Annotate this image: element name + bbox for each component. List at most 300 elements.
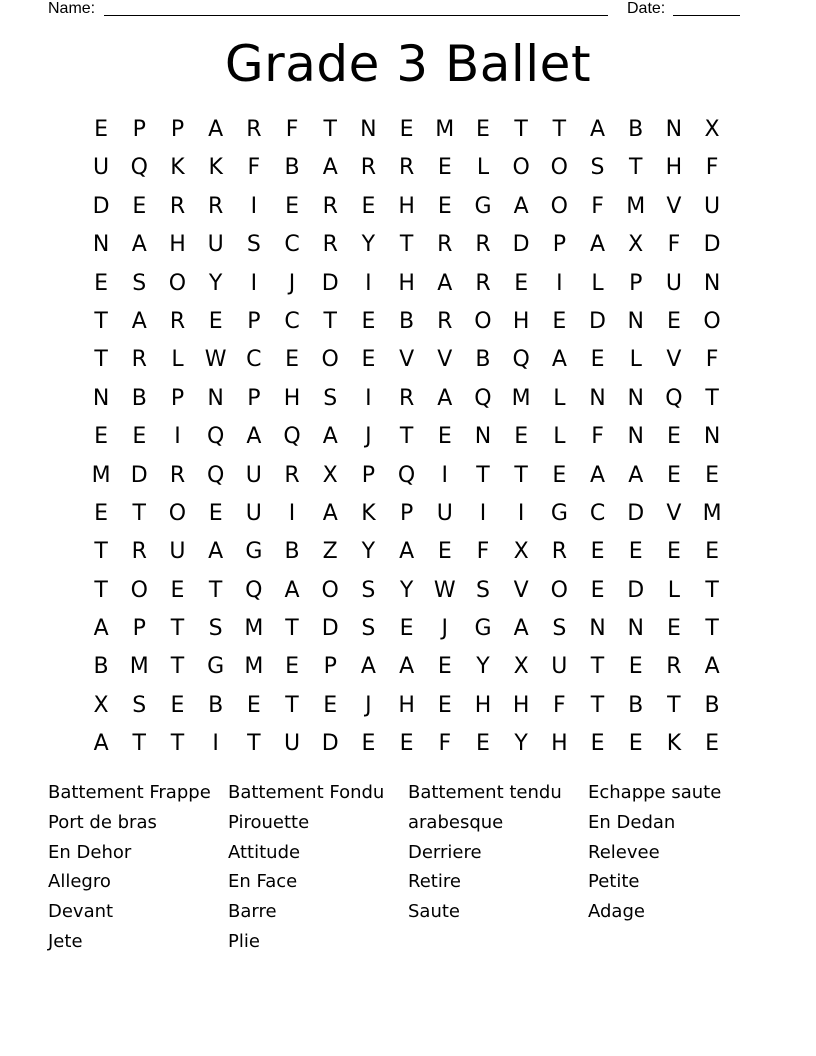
grid-letter: A [208,539,224,565]
grid-letter: M [244,654,264,680]
grid-letter: J [365,424,372,450]
grid-letter: T [590,692,605,718]
grid-letter: I [479,500,487,526]
grid-letter: G [245,539,263,565]
grid-letter: O [168,500,187,526]
grid-row [82,495,732,533]
grid-letter: S [208,616,223,642]
grid-letter: P [170,117,185,142]
word-list-item: Barre [228,901,277,923]
grid-letter: C [246,347,262,373]
grid-row [82,265,732,303]
grid-letter: V [399,347,415,373]
grid-letter: S [361,616,376,642]
grid-letter: E [170,692,185,718]
word-list-item: Adage [588,901,645,923]
grid-letter: T [628,155,643,181]
grid-letter: P [170,385,185,411]
grid-letter: R [360,155,377,181]
grid-letter: R [475,232,491,258]
grid-letter: X [322,462,338,488]
grid-letter: Q [474,385,492,411]
grid-letter: R [246,117,262,142]
grid-letter: Q [397,462,416,488]
grid-letter: Y [361,232,376,258]
date-label: Date: [627,0,666,17]
grid-letter: T [132,500,146,526]
grid-letter: X [93,692,109,718]
grid-letter: V [666,500,682,526]
grid-letter: U [665,270,682,296]
grid-letter: R [475,270,491,296]
grid-letter: Q [206,462,225,488]
grid-letter: Y [399,577,414,603]
grid-letter: X [513,539,529,565]
grid-letter: A [131,232,147,258]
grid-letter: S [590,155,605,181]
grid-letter: R [208,193,224,219]
grid-letter: V [666,193,682,219]
grid-letter: E [323,692,338,718]
grid-row [82,418,732,456]
grid-letter: E [666,424,681,450]
grid-letter: S [246,232,261,258]
grid-letter: I [288,500,296,526]
grid-letter: E [628,539,643,565]
grid-letter: I [556,270,563,296]
grid-letter: N [627,424,644,450]
grid-letter: A [322,500,338,526]
grid-letter: A [399,539,415,565]
grid-letter: E [666,308,681,334]
grid-letter: H [283,385,301,411]
word-list-item: En Dedan [588,811,676,833]
grid-letter: E [552,462,567,488]
grid-letter: D [627,500,645,526]
grid-letter: B [131,385,147,411]
grid-letter: P [552,232,566,258]
grid-letter: A [590,117,606,142]
grid-letter: P [323,654,337,680]
grid-letter: E [705,731,720,757]
grid-letter: V [437,347,453,373]
grid-letter: T [705,385,719,411]
grid-letter: E [437,424,452,450]
grid-letter: E [705,462,720,488]
grid-letter: E [285,654,299,680]
grid-letter: E [399,616,414,642]
grid-letter: D [703,232,721,258]
grid-letter: A [360,654,376,680]
grid-letter: H [474,692,492,718]
grid-letter: U [245,462,262,488]
grid-letter: C [284,232,300,258]
grid-letter: J [288,270,296,296]
grid-letter: S [323,385,338,411]
grid-letter: U [93,155,110,181]
grid-letter: I [250,193,258,219]
grid-letter: P [247,308,261,334]
grid-row [82,648,732,686]
name-label: Name: [48,0,96,17]
grid-letter: A [246,424,262,450]
word-list-item: Retire [408,871,461,893]
grid-letter: I [365,385,372,411]
grid-letter: R [131,347,147,373]
grid-row [82,610,732,648]
grid-letter: Y [476,654,490,680]
grid-letter: L [553,385,566,411]
grid-letter: D [627,577,645,603]
grid-letter: P [399,500,414,526]
name-blank-line [104,15,608,16]
grid-letter: T [170,654,185,680]
grid-letter: R [169,462,186,488]
grid-letter: I [365,270,372,296]
grid-letter: N [627,385,644,411]
grid-letter: O [130,577,148,603]
grid-letter: T [94,539,108,565]
grid-letter: E [590,539,605,565]
grid-letter: C [589,500,606,526]
grid-letter: E [246,692,261,718]
grid-letter: N [474,424,492,450]
grid-letter: A [284,577,300,603]
grid-letter: A [551,347,567,373]
grid-letter: R [398,385,415,411]
word-list-item: En Dehor [48,841,132,863]
grid-letter: X [513,654,529,680]
grid-letter: X [704,117,720,142]
grid-letter: T [285,616,299,642]
grid-letter: T [132,731,146,757]
grid-letter: T [208,577,223,603]
grid-letter: Y [361,539,376,565]
grid-letter: H [512,308,530,334]
grid-letter: R [322,232,338,258]
grid-letter: T [552,117,567,142]
grid-letter: B [399,308,415,334]
grid-letter: E [552,308,567,334]
grid-letter: U [245,500,262,526]
grid-letter: B [628,692,644,718]
grid-letter: T [285,692,299,718]
header [0,0,816,20]
grid-letter: B [475,347,491,373]
grid-letter: E [705,539,720,565]
grid-letter: J [441,616,449,642]
grid-letter: E [437,692,452,718]
grid-letter: M [702,500,722,526]
grid-letter: F [476,539,490,565]
grid-letter: T [247,731,261,757]
letter-grid [82,111,732,764]
grid-letter: G [550,500,568,526]
grid-letter: K [208,155,223,181]
grid-letter: N [665,117,683,142]
word-list-item: Pirouette [228,811,310,833]
grid-letter: B [284,155,300,181]
grid-letter: R [169,308,186,334]
grid-letter: E [514,270,529,296]
grid-letter: E [628,731,643,757]
word-list-item: Echappe saute [588,782,722,803]
grid-letter: N [92,385,110,411]
grid-letter: E [666,462,681,488]
grid-letter: D [321,616,339,642]
word-list-item: arabesque [408,811,504,833]
grid-letter: I [250,270,258,296]
grid-letter: D [92,193,110,219]
word-list-item: Battement Fondu [228,782,385,803]
grid-letter: A [590,462,606,488]
grid-letter: Y [208,270,223,296]
grid-letter: E [361,193,376,219]
grid-letter: S [132,692,147,718]
grid-letter: A [513,616,529,642]
grid-letter: T [667,692,681,718]
grid-letter: W [204,347,227,373]
grid-letter: T [94,308,108,334]
grid-letter: E [437,539,452,565]
grid-letter: E [208,308,223,334]
grid-letter: J [365,692,372,718]
grid-letter: E [666,539,681,565]
grid-row [82,380,732,418]
grid-letter: N [703,424,721,450]
grid-letter: R [437,232,453,258]
page-title: Grade 3 Ballet [224,35,592,93]
grid-letter: E [514,424,529,450]
word-list [48,778,768,957]
grid-letter: M [129,654,149,680]
grid-letter: E [590,577,605,603]
grid-letter: E [170,577,185,603]
grid-letter: P [132,616,146,642]
grid-letter: A [513,193,529,219]
grid-letter: E [399,731,414,757]
grid-letter: N [360,117,377,142]
grid-letter: F [591,193,604,219]
date-blank-line [673,15,740,16]
grid-letter: H [665,155,683,181]
word-list-item: Devant [48,901,114,923]
grid-letter: E [361,347,376,373]
grid-letter: W [433,577,456,603]
grid-letter: A [322,155,338,181]
grid-letter: E [590,731,605,757]
grid-letter: M [435,117,455,142]
grid-letter: R [551,539,567,565]
grid-letter: H [551,731,568,757]
grid-letter: A [322,424,338,450]
grid-letter: M [626,193,646,219]
grid-letter: T [399,232,414,258]
grid-letter: D [321,270,339,296]
grid-letter: L [476,155,490,181]
word-list-item: Derriere [408,841,482,863]
grid-letter: L [171,347,184,373]
grid-row [82,572,732,610]
grid-letter: P [361,462,376,488]
word-list-item: Relevee [588,841,660,863]
grid-letter: T [590,654,605,680]
word-list-item: Petite [588,871,640,893]
grid-letter: S [552,616,567,642]
grid-letter: O [550,193,568,219]
grid-letter: P [629,270,643,296]
grid-letter: U [551,654,568,680]
grid-letter: H [398,193,415,219]
grid-letter: O [321,347,339,373]
grid-letter: N [627,616,644,642]
grid-letter: E [628,654,643,680]
grid-letter: E [666,616,681,642]
grid-letter: K [666,731,682,757]
grid-letter: E [361,731,376,757]
grid-letter: E [399,117,414,142]
grid-letter: C [284,308,300,334]
grid-letter: A [437,385,453,411]
grid-letter: L [667,577,681,603]
grid-letter: O [550,577,568,603]
grid-letter: A [437,270,453,296]
grid-letter: B [628,117,644,142]
grid-letter: N [207,385,224,411]
grid-row [82,533,732,571]
grid-letter: Y [514,731,528,757]
grid-letter: E [94,500,109,526]
grid-letter: F [705,347,719,373]
grid-letter: A [628,462,644,488]
grid-letter: T [94,347,108,373]
grid-letter: E [132,193,147,219]
grid-letter: F [247,155,261,181]
grid-letter: U [207,232,224,258]
grid-letter: A [590,232,606,258]
grid-row [82,303,732,341]
grid-letter: D [512,232,530,258]
grid-letter: H [398,270,415,296]
grid-letter: T [705,616,719,642]
grid-letter: F [553,692,566,718]
grid-row [82,226,732,264]
grid-row [82,725,732,763]
grid-letter: I [174,424,181,450]
word-list-item: Battement tendu [408,782,562,803]
grid-letter: F [285,117,299,142]
grid-letter: Z [322,539,338,565]
grid-letter: A [704,654,720,680]
grid-letter: E [94,270,109,296]
grid-letter: A [399,654,415,680]
grid-letter: A [208,117,224,142]
grid-letter: N [92,232,110,258]
grid-letter: N [589,385,606,411]
grid-letter: Q [665,385,683,411]
grid-letter: L [553,424,566,450]
grid-letter: P [247,385,261,411]
word-list-item: Battement Frappe [48,782,211,803]
grid-letter: U [704,193,721,219]
grid-letter: S [361,577,376,603]
grid-letter: G [474,193,492,219]
grid-row [82,341,732,379]
grid-letter: D [130,462,148,488]
grid-letter: F [438,731,452,757]
grid-letter: B [284,539,300,565]
grid-letter: A [93,731,109,757]
grid-letter: I [441,462,449,488]
grid-letter: U [283,731,301,757]
grid-letter: R [398,155,415,181]
grid-letter: E [132,424,147,450]
grid-letter: T [323,308,337,334]
grid-letter: E [94,424,109,450]
grid-letter: K [170,155,185,181]
word-list-item: Port de bras [48,811,157,833]
grid-letter: L [629,347,642,373]
grid-letter: A [93,616,109,642]
grid-letter: P [132,117,146,142]
grid-letter: A [131,308,147,334]
word-list-item: En Face [228,871,298,893]
grid-letter: T [170,731,185,757]
grid-letter: R [437,308,453,334]
grid-letter: O [168,270,187,296]
grid-letter: E [476,731,490,757]
grid-letter: S [475,577,490,603]
grid-letter: T [514,462,528,488]
grid-row [82,111,732,149]
grid-letter: H [512,692,530,718]
grid-letter: B [93,654,109,680]
grid-letter: U [169,539,186,565]
grid-letter: S [132,270,147,296]
grid-letter: B [704,692,720,718]
grid-letter: E [476,117,490,142]
grid-letter: E [285,193,299,219]
grid-letter: N [589,616,606,642]
word-list-item: Jete [48,930,83,952]
grid-letter: R [666,654,682,680]
grid-row [82,457,732,495]
grid-letter: F [705,155,719,181]
grid-letter: R [322,193,338,219]
grid-letter: Q [245,577,263,603]
grid-letter: X [628,232,644,258]
grid-letter: F [591,424,604,450]
grid-letter: U [436,500,453,526]
grid-letter: F [667,232,681,258]
grid-letter: Q [130,155,148,181]
grid-letter: E [285,347,299,373]
grid-letter: T [94,577,108,603]
grid-letter: V [513,577,529,603]
grid-letter: T [399,424,414,450]
grid-row [82,188,732,226]
grid-letter: E [437,654,452,680]
grid-letter: M [511,385,531,411]
word-list-item: Plie [228,930,260,952]
grid-letter: R [284,462,300,488]
grid-letter: V [666,347,682,373]
grid-letter: O [512,155,530,181]
grid-letter: H [398,692,415,718]
grid-letter: G [207,654,225,680]
grid-letter: E [437,155,452,181]
word-list-item: Attitude [228,841,301,863]
